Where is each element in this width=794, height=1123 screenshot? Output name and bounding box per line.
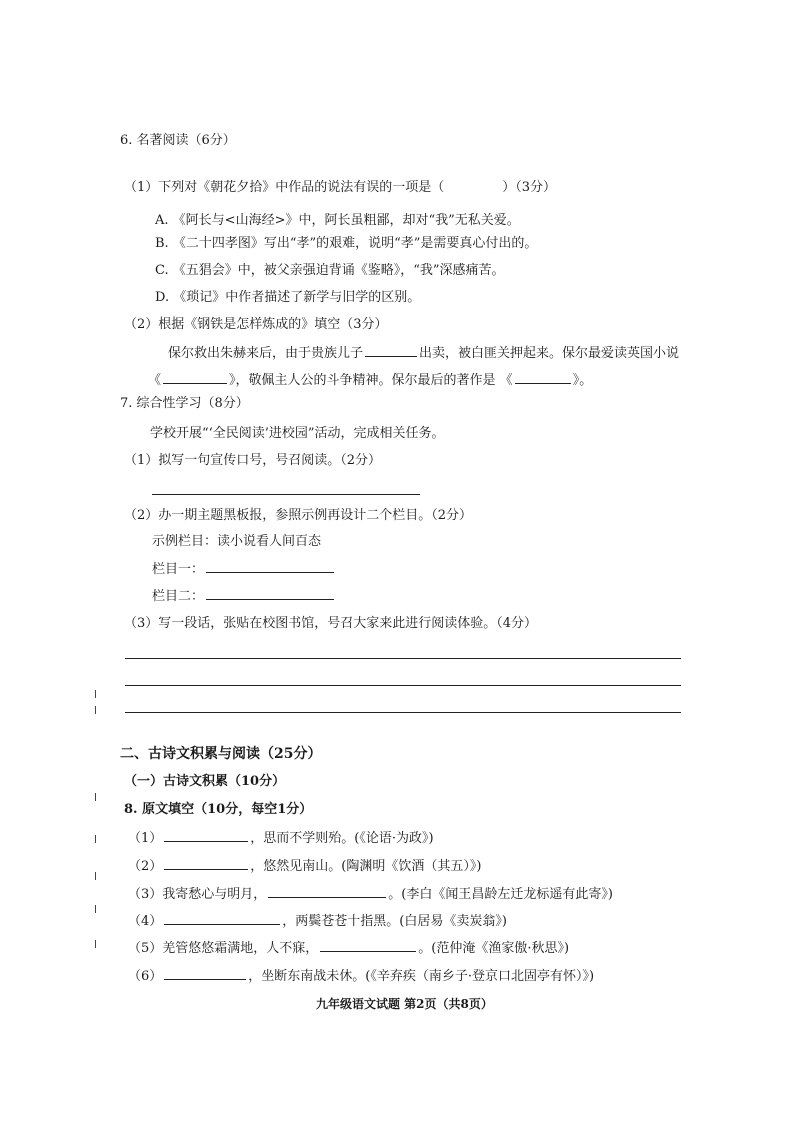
q6-sub2-stem: （2）根据《钢铁是怎样炼成的》填空（3分） xyxy=(124,317,388,332)
binding-mark xyxy=(95,690,96,698)
answer-blank[interactable] xyxy=(268,884,386,898)
q6-sub2-l2-a: 《 xyxy=(148,373,162,388)
q8-item-5-before: 羌管悠悠霜满地，人不寐， xyxy=(162,941,319,956)
q7-sub1: （1）拟写一句宣传口号，号召阅读。（2分） xyxy=(124,453,382,468)
q8-item-4-after: ，两鬓苍苍十指黑。(白居易《卖炭翁》) xyxy=(282,914,507,929)
binding-mark xyxy=(95,706,96,714)
option-c-label: C. xyxy=(155,263,169,278)
essay-answer-line[interactable] xyxy=(125,685,681,686)
q7-col2-label: 栏目二： xyxy=(152,589,205,604)
q8-item-1 xyxy=(128,828,434,848)
option-a-text: 《阿长与<山海经>》中，阿长虽粗鄙，却对“我”无私关爱。 xyxy=(172,213,520,228)
option-b xyxy=(155,235,537,253)
binding-mark xyxy=(95,793,96,801)
q7-col1-label: 栏目一： xyxy=(152,562,205,577)
q8-item-5-after: 。(范仲淹《渔家傲·秋思》) xyxy=(418,941,570,956)
q8-item-6 xyxy=(128,966,594,986)
answer-blank[interactable] xyxy=(365,343,417,357)
q8-item-5 xyxy=(128,938,569,958)
q6-sub2-l2-d: 》。 xyxy=(572,373,593,388)
q6-sub2-l1-a: 保尔救出朱赫来后，由于贵族儿子 xyxy=(168,346,364,361)
q7-title: 7. 综合性学习（8分） xyxy=(120,396,249,411)
option-d xyxy=(155,289,420,307)
q6-sub1-stem xyxy=(124,179,556,197)
essay-answer-line[interactable] xyxy=(125,712,681,713)
option-a-label: A. xyxy=(155,213,169,228)
q6-sub1-stem-b: ）（3分） xyxy=(502,180,557,195)
option-c-text: 《五猖会》中，被父亲强迫背诵《鉴略》，“我”深感痛苦。 xyxy=(172,263,505,278)
option-d-label: D. xyxy=(155,290,170,305)
q7-sub3: （3）写一段话，张贴在校图书馆，号召大家来此进行阅读体验。（4分） xyxy=(124,616,538,631)
q8-item-2-after: ，悠然见南山。(陶渊明《饮酒（其五）》) xyxy=(250,859,482,874)
option-d-text: 《琐记》中作者描述了新学与旧学的区别。 xyxy=(173,290,421,305)
option-b-text: 《二十四孝图》写出“孝”的艰难，说明“孝”是需要真心付出的。 xyxy=(172,236,538,251)
answer-blank[interactable] xyxy=(163,370,227,384)
q8-item-3 xyxy=(128,884,613,904)
q8-title: 8. 原文填空（10分，每空1分） xyxy=(124,802,313,817)
q8-item-6-num: （6） xyxy=(128,969,163,984)
q6-sub2-l2-b: 》，敬佩主人公的斗争精神。保尔最后的著作是 xyxy=(229,373,496,388)
q6-sub2-l1-b: 出卖，被白匪关押起来。保尔最爱读英国小说 xyxy=(419,346,680,361)
slogan-answer-line[interactable] xyxy=(152,494,420,495)
q7-example: 示例栏目：读小说看人间百态 xyxy=(152,534,322,549)
q8-item-1-after: ，思而不学则殆。(《论语·为政》) xyxy=(250,831,434,846)
q6-sub2-line2 xyxy=(148,370,592,390)
answer-blank[interactable] xyxy=(164,856,248,870)
section2-part1: （一）古诗文积累（10分） xyxy=(124,774,286,789)
answer-blank[interactable] xyxy=(164,828,248,842)
q8-item-2 xyxy=(128,856,481,876)
q7-col2 xyxy=(152,586,336,606)
q7-sub2: （2）办一期主题黑板报，参照示例再设计二个栏目。（2分） xyxy=(124,508,473,523)
q6-title: 6. 名著阅读（6分） xyxy=(120,133,236,148)
q8-item-1-num: （1） xyxy=(128,831,163,846)
essay-answer-line[interactable] xyxy=(125,658,681,659)
q6-sub2-line1 xyxy=(168,343,679,363)
answer-blank[interactable] xyxy=(164,911,280,925)
q6-sub2-l2-c: 《 xyxy=(499,373,513,388)
answer-blank[interactable] xyxy=(206,559,334,573)
q8-item-6-after: ，坐断东南战未休。(《辛弃疾（南乡子·登京口北固亭有怀）》) xyxy=(248,969,595,984)
answer-blank[interactable] xyxy=(320,938,416,952)
answer-blank[interactable] xyxy=(164,966,246,980)
binding-mark xyxy=(95,835,96,843)
q8-item-5-num: （5） xyxy=(128,941,163,956)
q8-item-3-before: 我寄愁心与明月， xyxy=(162,887,267,902)
q8-item-3-num: （3） xyxy=(128,887,163,902)
binding-mark xyxy=(95,905,96,913)
q8-item-3-after: 。(李白《闻王昌龄左迁龙标遥有此寄》) xyxy=(388,887,613,902)
q6-sub1-stem-a: （1）下列对《朝花夕拾》中作品的说法有误的一项是（ xyxy=(124,180,445,195)
binding-mark xyxy=(95,940,96,948)
page-footer: 九年级语文试题 第2页（共8页） xyxy=(316,997,493,1011)
q8-item-4 xyxy=(128,911,507,931)
section2-title: 二、古诗文积累与阅读（25分） xyxy=(120,746,322,762)
q7-col1 xyxy=(152,559,336,579)
binding-mark xyxy=(95,872,96,880)
option-c xyxy=(155,262,505,280)
q7-intro: 学校开展“‘全民阅读’进校园”活动，完成相关任务。 xyxy=(150,426,445,441)
answer-blank[interactable] xyxy=(515,370,571,384)
q8-item-2-num: （2） xyxy=(128,859,163,874)
option-b-label: B. xyxy=(155,236,169,251)
answer-blank[interactable] xyxy=(206,586,334,600)
q8-item-4-num: （4） xyxy=(128,914,163,929)
option-a xyxy=(155,212,520,230)
